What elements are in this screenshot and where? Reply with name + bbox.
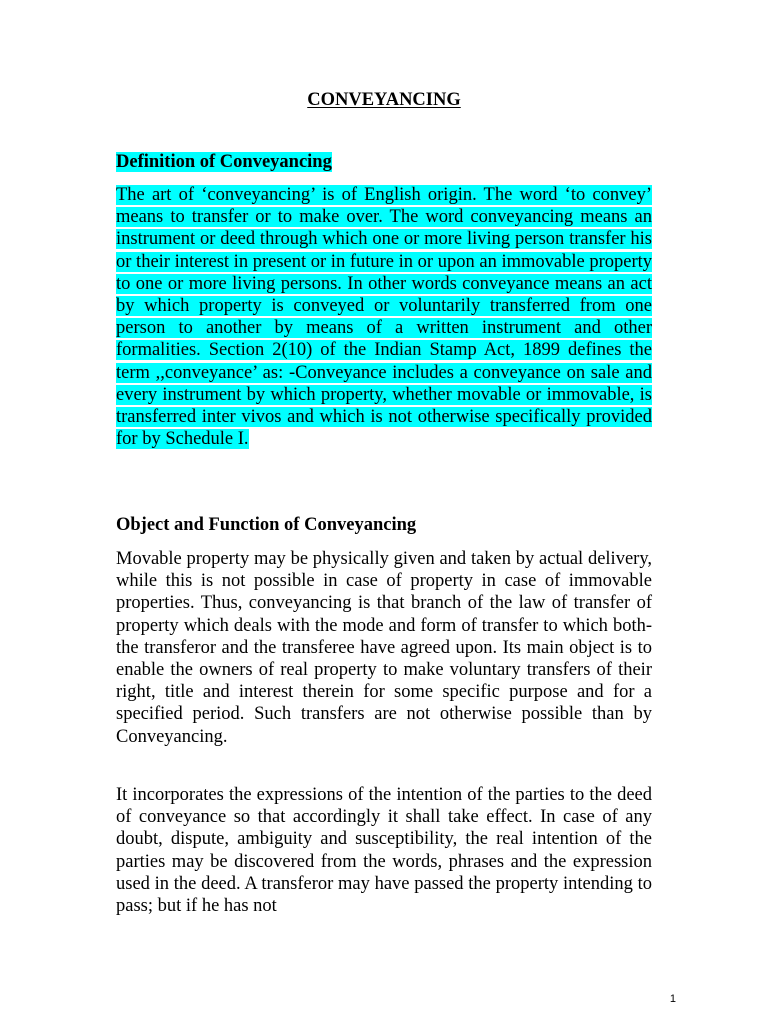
document-title: CONVEYANCING	[307, 90, 461, 110]
section-heading-definition-text: Definition of Conveyancing	[116, 152, 332, 172]
definition-paragraph	[116, 184, 652, 450]
section-heading-object-function: Object and Function of Conveyancing	[116, 515, 417, 535]
section-heading-definition	[116, 151, 332, 173]
object-function-paragraph-1: Movable property may be physically given and taken by actual delivery, while this is not possible in case of property in case of immovable properties. Thus, conveyancing is that branch of the law of transfer of property which deals with the mode and form of transfer to which both- the transferor and the transferee have agreed upon. Its main object is to enable the owners of real property to make voluntary transfers of their right, title and interest therein for some specific purpose and for a specified period. Such transfers are not otherwise possible than by Conveyancing.	[116, 549, 652, 747]
object-function-paragraph-2: It incorporates the expressions of the intention of the parties to the deed of conveyance so that accordingly it shall take effect. In case of any doubt, dispute, ambiguity and susceptibility, the real intention of the parties may be discovered from the words, phrases and the expression used in the deed. A transferor may have passed the property intending to pass; but if he has not	[116, 785, 652, 917]
page-number: 1	[669, 993, 676, 1005]
definition-paragraph-text: The art of ‘conveyancing’ is of English origin. The word ‘to convey’ means to transfer or to make over. The word conveyancing means an instrument or deed through which one or more living person transfer his or their interest in present or in future in or upon an immovable property to one or more living persons. In other words conveyance means an act by which property is conveyed or voluntarily transferred from one person to another by means of a written instrument and other formalities. Section 2(10) of the Indian Stamp Act, 1899 defines the term ,,conveyance’ as: -Conveyance includes a conveyance on sale and every instrument by which property, whether movable or immovable, is transferred inter vivos and which is not otherwise specifically provided for by Schedule I.	[116, 185, 652, 450]
